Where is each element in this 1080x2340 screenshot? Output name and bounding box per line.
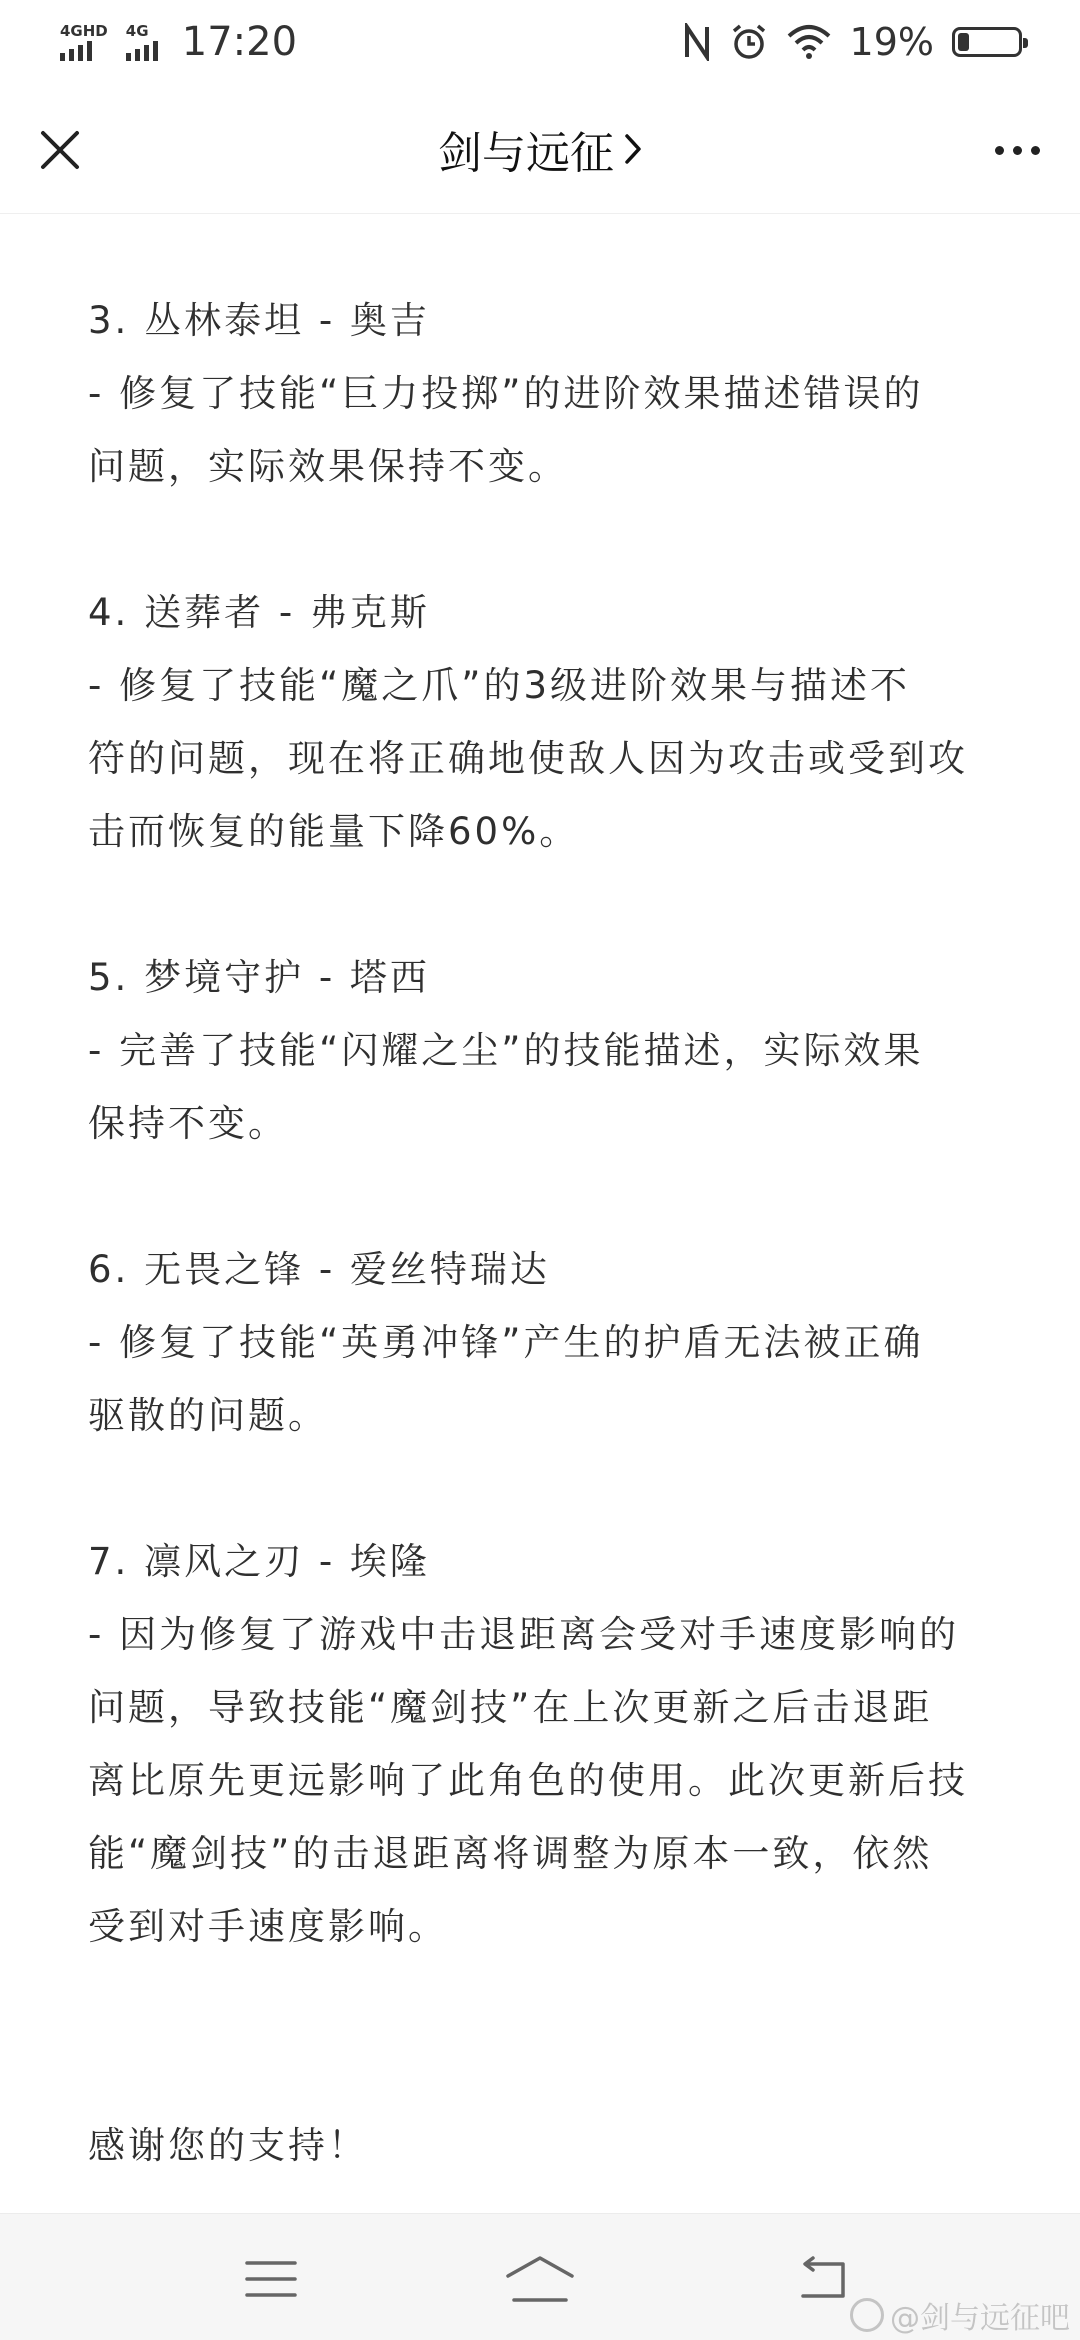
item-heading: 5. 梦境守护 - 塔西: [88, 956, 430, 999]
more-icon-dot: [1013, 146, 1022, 155]
more-button[interactable]: [984, 120, 1050, 180]
status-left: [60, 19, 297, 65]
signal-bars-icon: [126, 41, 158, 61]
text-line: 保持不变。: [88, 1102, 288, 1145]
alarm-icon: [730, 23, 768, 61]
tieba-logo-icon: [850, 2298, 884, 2332]
account-title-link[interactable]: [438, 117, 642, 181]
text-line: 能“魔剑技”的击退距离将调整为原本一致，依然: [88, 1832, 933, 1875]
article-body: [88, 284, 1000, 2182]
home-icon: [504, 2254, 576, 2304]
patch-note-item: [88, 576, 1000, 868]
nfc-icon: [682, 23, 712, 61]
item-heading: 6. 无畏之锋 - 爱丝特瑞达: [88, 1248, 550, 1291]
close-button[interactable]: [30, 120, 90, 180]
battery-fill: [958, 33, 969, 51]
item-heading: 3. 丛林泰坦 - 奥吉: [88, 299, 430, 342]
battery-icon: [952, 27, 1022, 57]
text-line: 问题，实际效果保持不变。: [88, 445, 568, 488]
text-line: - 修复了技能“巨力投掷”的进阶效果描述错误的: [88, 372, 924, 415]
item-heading: 7. 凛风之刃 - 埃隆: [88, 1540, 430, 1583]
signal-4g: [126, 23, 158, 61]
text-line: - 因为修复了游戏中击退距离会受对手速度影响的: [88, 1613, 960, 1656]
text-line: - 完善了技能“闪耀之尘”的技能描述，实际效果: [88, 1029, 924, 1072]
menu-icon: [245, 2259, 297, 2299]
signal-label: 4GHD: [60, 22, 108, 40]
text-line: 问题，导致技能“魔剑技”在上次更新之后击退距: [88, 1686, 933, 1729]
chevron-right-icon: [624, 133, 642, 165]
text-line: 离比原先更远影响了此角色的使用。此次更新后技: [88, 1759, 968, 1802]
watermark: [850, 2293, 1070, 2337]
home-button[interactable]: [495, 2249, 585, 2309]
back-icon: [793, 2256, 853, 2302]
text-line: - 修复了技能“英勇冲锋”产生的护盾无法被正确: [88, 1321, 924, 1364]
patch-note-item: [88, 1233, 1000, 1452]
item-heading: 4. 送葬者 - 弗克斯: [88, 591, 430, 634]
closing-text: 感谢您的支持！: [88, 2124, 368, 2167]
signal-label: 4G: [125, 22, 149, 40]
patch-note-item: [88, 941, 1000, 1160]
status-bar: [0, 0, 1080, 84]
more-icon-dot: [1031, 146, 1040, 155]
page-title: 剑与远征: [438, 127, 614, 179]
text-line: 符的问题，现在将正确地使敌人因为攻击或受到攻: [88, 737, 968, 780]
watermark-text: @剑与远征吧: [890, 2301, 1070, 2336]
menu-button[interactable]: [226, 2249, 316, 2309]
nav-bar: [0, 84, 1080, 214]
text-line: 受到对手速度影响。: [88, 1905, 448, 1948]
text-line: 驱散的问题。: [88, 1394, 328, 1437]
status-right: [682, 20, 1022, 64]
battery-percent: 19%: [849, 20, 934, 64]
status-time: 17:20: [181, 19, 298, 65]
signal-4ghd: [60, 23, 108, 61]
close-icon: [40, 130, 80, 170]
patch-note-item: [88, 284, 1000, 503]
text-line: 击而恢复的能量下降60%。: [88, 810, 580, 853]
text-line: - 修复了技能“魔之爪”的3级进阶效果与描述不: [88, 664, 910, 707]
signal-bars-icon: [60, 41, 92, 61]
wifi-icon: [786, 24, 832, 60]
patch-note-item: [88, 1525, 1000, 1963]
more-icon-dot: [995, 146, 1004, 155]
